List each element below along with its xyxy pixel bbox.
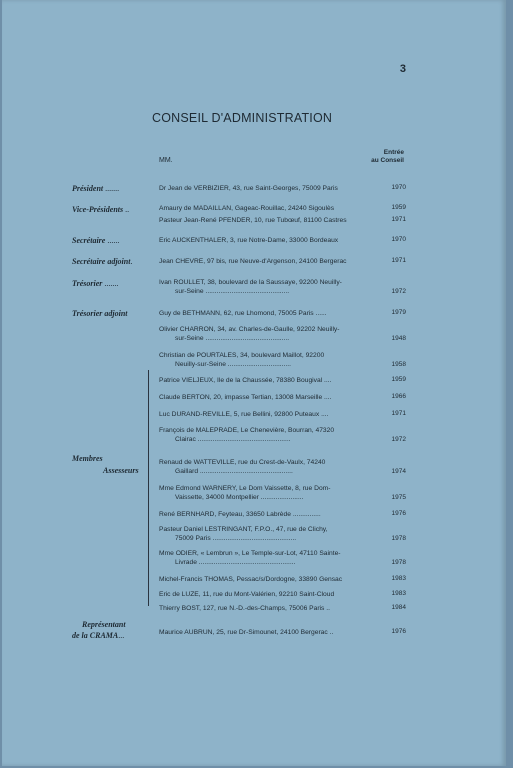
member-entry [159, 309, 381, 318]
member-year: 1948 [391, 335, 406, 342]
member-year: 1972 [391, 436, 406, 443]
member-line: Jean CHEVRE, 97 bis, rue Neuve-d'Argenson, 24100 Bergerac [159, 258, 347, 265]
role-membres [72, 454, 103, 463]
member-line: François de MALEPRADE, Le Chenevière, Bourran, 47320 [159, 427, 335, 434]
members-brace [148, 370, 153, 606]
role-secretaire-adjoint [72, 257, 132, 266]
member-entry [159, 510, 381, 519]
role-dots: . [130, 257, 133, 266]
member-line: Dr Jean de VERBIZIER, 43, rue Saint-Georges, 75009 Paris [159, 185, 338, 192]
member-entry [159, 184, 381, 193]
member-line-continued: Clairac .................................................. [175, 436, 291, 443]
role-dots: .. [123, 205, 130, 214]
role-label: de la CRAMA [72, 631, 119, 640]
role-dots: ....... [102, 279, 119, 288]
role-dots: ... [118, 631, 125, 640]
member-entry [159, 393, 381, 402]
member-year: 1983 [391, 575, 406, 582]
role-secretaire [72, 236, 119, 245]
role-label: Trésorier [72, 279, 103, 288]
member-entry [159, 410, 381, 419]
member-entry [159, 575, 381, 584]
member-entry [159, 484, 381, 502]
member-entry [159, 278, 381, 296]
role-label: Secrétaire adjoint [72, 257, 131, 266]
member-line: Thierry BOST, 127, rue N.-D.-des-Champs, 75006 Paris .. [159, 605, 330, 612]
role-dots: ....... [103, 184, 120, 193]
member-year: 1972 [391, 288, 406, 295]
member-year: 1984 [391, 604, 406, 611]
member-line: Michel-Francis THOMAS, Pessac/s/Dordogne, 33890 Gensac [159, 576, 343, 583]
member-year: 1959 [391, 376, 406, 383]
role-tresorier-adjoint [72, 309, 127, 318]
member-year: 1966 [391, 393, 406, 400]
member-year: 1959 [391, 204, 406, 211]
member-line: René BERNHARD, Feyteau, 33650 Labrède ............... [159, 511, 321, 518]
member-line: Eric AUCKENTHALER, 3, rue Notre-Dame, 33000 Bordeaux [159, 237, 339, 244]
column-header-entree [352, 149, 404, 165]
member-line: Mme Edmond WARNERY, Le Dom Vaissette, 8, rue Dom- [159, 485, 331, 492]
role-label: Représentant [82, 620, 126, 629]
member-entry [159, 204, 381, 213]
column-header-entree-line1: Entrée [383, 149, 404, 156]
column-header-mm: MM. [159, 157, 173, 164]
role-assesseurs [103, 466, 139, 475]
role-label: Membres [72, 454, 103, 463]
member-line: Christian de POURTALES, 34, boulevard Maillot, 92200 [159, 352, 325, 359]
member-year: 1971 [391, 257, 406, 264]
member-year: 1970 [391, 236, 406, 243]
member-year: 1975 [391, 494, 406, 501]
member-line: Amaury de MADAILLAN, Gageac-Rouillac, 24240 Sigoulès [159, 205, 335, 212]
member-entry [159, 628, 381, 637]
member-line: Pasteur Daniel LESTRINGANT, F.P.O., 47, rue de Clichy, [159, 526, 328, 533]
member-entry [159, 376, 381, 385]
member-line: Olivier CHARRON, 34, av. Charles-de-Gaulle, 92202 Neuilly- [159, 326, 340, 333]
member-year: 1974 [391, 468, 406, 475]
member-line: Luc DURAND-REVILLE, 5, rue Bellini, 92800 Puteaux .... [159, 411, 329, 418]
role-label: Président [72, 184, 104, 193]
member-line: Maurice AUBRUN, 25, rue Dr-Simounet, 24100 Bergerac .. [159, 629, 334, 636]
member-entry [159, 604, 381, 613]
member-line: Claude BERTON, 20, impasse Tertian, 13008 Marseille .... [159, 394, 332, 401]
role-label: Vice-Présidents [72, 205, 124, 214]
role-president [72, 184, 119, 193]
member-line: Guy de BETHMANN, 62, rue Lhomond, 75005 Paris ...... [159, 310, 327, 317]
member-line-continued: sur-Seine ............................................. [175, 335, 290, 342]
role-label: Secrétaire [72, 236, 106, 245]
member-year: 1971 [391, 216, 406, 223]
document-page [2, 0, 506, 766]
member-line-continued: Livrade .................................................... [175, 559, 296, 566]
member-year: 1983 [391, 590, 406, 597]
member-year: 1971 [391, 410, 406, 417]
member-entry [159, 216, 381, 225]
role-vice-presidents [72, 205, 129, 214]
member-line: Mme ODIER, « Lembrun », Le Temple-sur-Lot, 47110 Sainte- [159, 550, 341, 557]
member-entry [159, 426, 381, 444]
role-representant [82, 620, 126, 629]
member-line: Eric de LUZE, 11, rue du Mont-Valérien, 92210 Saint-Cloud [159, 591, 335, 598]
member-entry [159, 590, 381, 599]
role-label: Trésorier adjoint [72, 309, 128, 318]
member-year: 1976 [391, 628, 406, 635]
page-number: 3 [399, 63, 406, 75]
member-year: 1979 [391, 309, 406, 316]
member-line: Renaud de WATTEVILLE, rue du Crest-de-Vaulx, 74240 [159, 459, 326, 466]
member-entry [159, 458, 381, 476]
member-year: 1978 [391, 535, 406, 542]
member-year: 1958 [391, 361, 406, 368]
member-entry [159, 236, 381, 245]
member-year: 1976 [391, 510, 406, 517]
role-label: Assesseurs [103, 466, 139, 475]
member-entry [159, 351, 381, 369]
member-line: Ivan ROULLET, 38, boulevard de la Saussaye, 92200 Neuilly- [159, 279, 342, 286]
member-line-continued: Vaissette, 34000 Montpellier ....................... [175, 494, 304, 501]
member-entry [159, 325, 381, 343]
member-line-continued: Neuilly-sur-Seine .................................. [175, 361, 291, 368]
member-line: Patrice VIELJEUX, Ile de la Chaussée, 78380 Bougival .... [159, 377, 332, 384]
member-line-continued: sur-Seine ............................................. [175, 288, 290, 295]
member-year: 1978 [391, 559, 406, 566]
member-line-continued: 75009 Paris ............................................. [175, 535, 297, 542]
role-tresorier [72, 279, 118, 288]
column-header-entree-line2: au Conseil [371, 157, 404, 164]
role-de-la-crama [72, 631, 124, 640]
member-entry [159, 257, 381, 266]
member-entry [159, 525, 381, 543]
member-year: 1970 [391, 184, 406, 191]
member-line: Pasteur Jean-René PFENDER, 10, rue Tubœuf, 81100 Castres [159, 217, 347, 224]
member-entry [159, 549, 381, 567]
role-dots: ...... [105, 236, 120, 245]
page-title: CONSEIL D'ADMINISTRATION [152, 111, 333, 125]
member-line-continued: Gaillard .................................................. [175, 468, 293, 475]
